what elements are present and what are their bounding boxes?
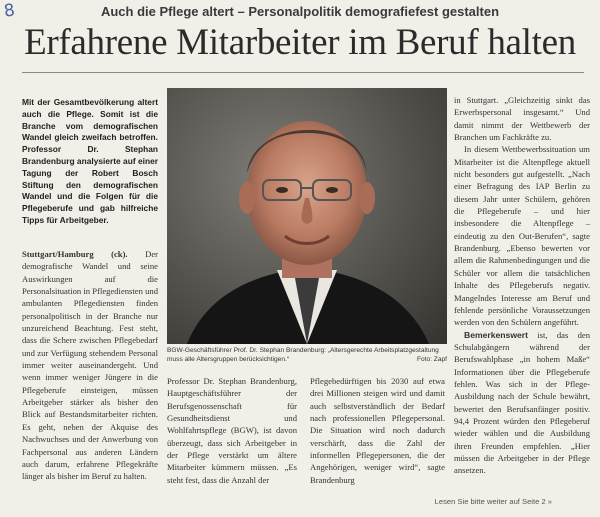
body-column-1-text: Der demografische Wandel und seine Auswirkungen auf die Personalsituation in Pflegediensten und ambulanten Pflegediensten finden personalpolitisch in der Branche nur unzureichend Beachtung. Fest steht, dass die Schere zwischen Pflegebedarf und zur Verfügung stehendem Personal immer weiter auseinandergeht. Und wenn immer weniger Jüngere in die Pflegeberufe einsteigen, müssen Arbeitgeber stärker als bisher den Blick auf Bestandsmitarbeiter richten. Es geht, neben der Akquise des Nachwuchses und der Anwerbung von Fachpersonal aus anderen Ländern auch darum, erfahrene Pflegekräfte länger als bisher im Beruf zu halten. xyxy=(22,249,158,482)
article-intro: Mit der Gesamtbevölkerung altert auch die Pflege. Somit ist die Branche vom demografischen Wandel gleich zweifach betroffen. Professor Dr. Stephan Brandenburg analysierte auf einer Tagung der Robert Bosch Stiftung den demografischen Wandel und die Folgen für die Pflegeberufe und gab hilfreiche Tipps für Arbeitgeber. xyxy=(22,97,158,225)
body-column-2: Professor Dr. Stephan Brandenburg, Hauptgeschäftsführer der Berufsgenossenschaft für Gesundheitsdienst und Wohlfahrtspflege (BGW), ist davon überzeugt, dass sich Arbeitgeber in der Pflege verstärkt um ältere Mitarbeiter kümmern müssen. „Es steht fest, dass die Anzahl der xyxy=(167,376,297,485)
body-column-3: Pflegebedürftigen bis 2030 auf etwa drei Millionen steigen wird und damit auch selbstverständlich der Bedarf nach professionellen Pflegepersonal. Die Situation wird noch dadurch verschärft, dass die Zahl der informellen Pflegepersonen, die der Angehörigen, weniger wird“, sagte Brandenburg xyxy=(310,376,445,485)
portrait-photo xyxy=(167,88,447,344)
continue-reading-link[interactable]: Lesen Sie bitte weiter auf Seite 2 » xyxy=(434,497,552,506)
body-column-4-paragraph-1: in Stuttgart. „Gleichzeitig sinkt das Erwerbspersonal insgesamt.“ Und damit nimmt der Wettbewerb der Branchen um Fachkräfte zu. xyxy=(454,95,590,143)
headline-divider xyxy=(22,72,584,73)
body-column-4-paragraph-2: In diesem Wettbewerbssituation um Mitarbeiter ist die Altenpflege aktuell nicht besonders gut aufgestellt. „Nach einer Befragung des IAP Berlin zu diesem Jahr unter Schülern, gehören die Pflegeberufe – und hier insbesondere die Altenpflege – eindeutig zu den Out-Berufen“, sagte Brandenburg. „Ebenso bewerten vor allem die Rahmenbedingungen und die Schüler vor allem die tatsächlichen Inhalte des Pflegeberufs negativ. Mangelndes Interesse am Beruf und fehlende persönliche Voraussetzungen werden von den Schülern angeführt. xyxy=(454,144,590,328)
photo-caption-text: BGW-Geschäftsführer Prof. Dr. Stephan Brandenburg: „Altersgerechte Arbeitsplatzgestaltung muss alle Altersgruppen berücksichtigen.“ xyxy=(167,347,439,363)
body-column-4-subhead: Bemerkenswert xyxy=(464,329,529,340)
margin-mark: 8 xyxy=(2,0,17,22)
photo-caption xyxy=(167,347,447,364)
photo-credit: Foto: Zapf xyxy=(416,355,447,363)
body-column-1 xyxy=(22,248,158,483)
article-headline: Erfahrene Mitarbeiter im Beruf halten xyxy=(24,22,576,63)
body-column-4 xyxy=(454,94,590,477)
article-kicker: Auch die Pflege altert – Personalpolitik demografiefest gestalten xyxy=(100,4,500,19)
portrait-illustration xyxy=(167,88,447,344)
body-column-4-paragraph-3 xyxy=(454,329,590,477)
article-dateline: Stuttgart/Hamburg (ck). xyxy=(22,249,128,259)
body-column-4-paragraph-3-text: ist, das den Schulabgängern während der Berufswahlphase „in hohem Maße“ Informationen über die Pflegeberufe fehlen. Was sich in der Pflege-Ausbildung nach der Schule bewährt, bewertet den Berufsanfänger positiv. 94,4 Prozent würden den Pflegeberuf wieder wählen und die Ausbildung ihren Freunden empfehlen. „Hier müssen die Arbeitgeber in der Pflege ansetzen. xyxy=(454,329,590,476)
